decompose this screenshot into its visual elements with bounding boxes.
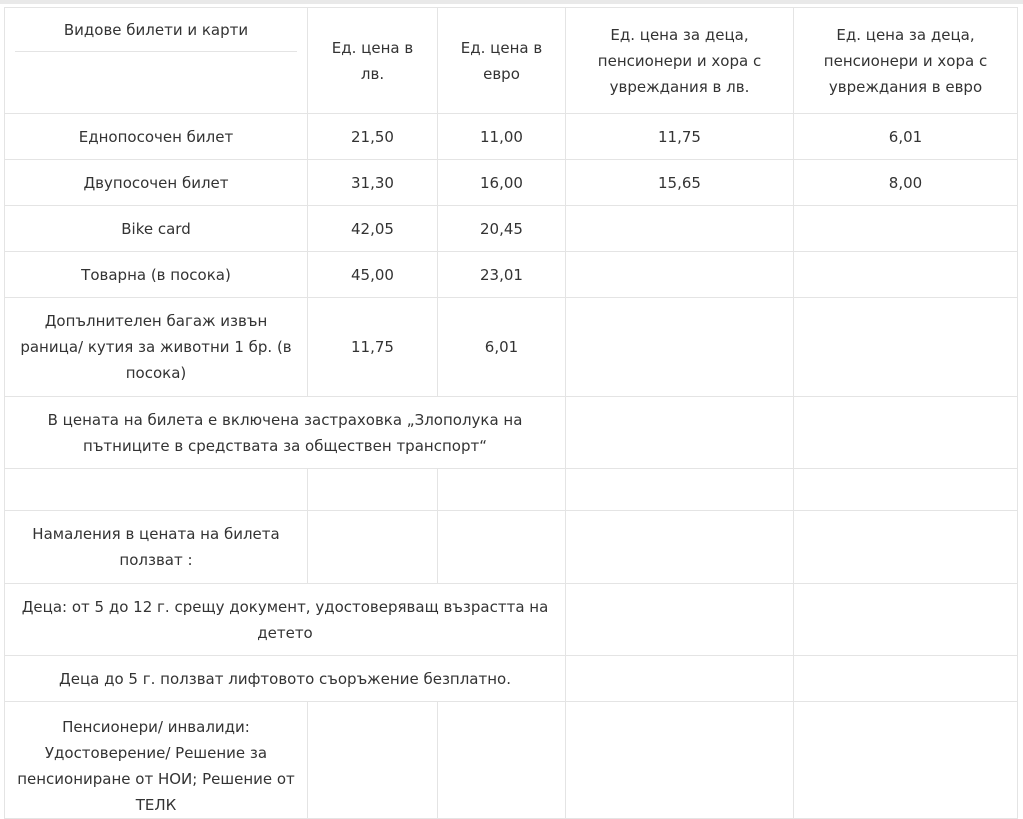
children-5-12-row xyxy=(5,584,1018,656)
empty-cell xyxy=(794,511,1018,584)
table-row xyxy=(5,252,1018,298)
ticket-name: Товарна (в посока) xyxy=(5,252,308,298)
reduced-price-eur xyxy=(794,206,1018,252)
empty-cell xyxy=(566,397,794,469)
empty-cell xyxy=(794,584,1018,656)
empty-cell xyxy=(566,702,794,819)
ticket-name: Двупосочен билет xyxy=(5,160,308,206)
price-eur: 6,01 xyxy=(438,298,566,397)
reduced-price-bgn xyxy=(566,298,794,397)
children-under-5-row xyxy=(5,656,1018,702)
empty-cell xyxy=(308,511,438,584)
table-row xyxy=(5,298,1018,397)
empty-cell xyxy=(438,469,566,511)
empty-cell xyxy=(438,511,566,584)
price-bgn: 45,00 xyxy=(308,252,438,298)
table-row xyxy=(5,206,1018,252)
price-table xyxy=(4,7,1018,819)
empty-cell xyxy=(566,656,794,702)
price-bgn: 21,50 xyxy=(308,114,438,160)
top-border xyxy=(0,0,1023,4)
header-ticket-types-label: Видове билети и карти xyxy=(15,8,297,52)
empty-cell xyxy=(794,656,1018,702)
empty-cell xyxy=(5,469,308,511)
header-price-eur: Ед. цена в евро xyxy=(438,8,566,114)
reduced-price-eur: 8,00 xyxy=(794,160,1018,206)
empty-cell xyxy=(794,469,1018,511)
table-header-row xyxy=(5,8,1018,114)
insurance-note: В цената на билета е включена застраховка „Злополука на пътниците в средствата за обществен транспорт“ xyxy=(5,397,566,469)
header-reduced-price-eur: Ед. цена за деца, пенсионери и хора с увреждания в евро xyxy=(794,8,1018,114)
empty-cell xyxy=(794,702,1018,819)
discounts-title: Намаления в цената на билета ползват : xyxy=(5,511,308,584)
header-empty-subcell xyxy=(15,52,297,113)
reduced-price-bgn: 11,75 xyxy=(566,114,794,160)
reduced-price-eur xyxy=(794,252,1018,298)
empty-cell xyxy=(794,397,1018,469)
price-bgn: 42,05 xyxy=(308,206,438,252)
price-bgn: 11,75 xyxy=(308,298,438,397)
pensioners-note: Пенсионери/ инвалиди: Удостоверение/ Решение за пенсиониране от НОИ; Решение от ТЕЛК xyxy=(5,702,308,819)
table-row xyxy=(5,160,1018,206)
ticket-name: Допълнителен багаж извън раница/ кутия за животни 1 бр. (в посока) xyxy=(5,298,308,397)
discounts-title-row xyxy=(5,511,1018,584)
table-row xyxy=(5,114,1018,160)
empty-cell xyxy=(566,469,794,511)
price-eur: 20,45 xyxy=(438,206,566,252)
reduced-price-eur: 6,01 xyxy=(794,114,1018,160)
ticket-name: Bike card xyxy=(5,206,308,252)
ticket-name: Еднопосочен билет xyxy=(5,114,308,160)
price-eur: 16,00 xyxy=(438,160,566,206)
pensioners-row xyxy=(5,702,1018,819)
header-reduced-price-bgn: Ед. цена за деца, пенсионери и хора с увреждания в лв. xyxy=(566,8,794,114)
price-eur: 23,01 xyxy=(438,252,566,298)
insurance-note-row xyxy=(5,397,1018,469)
header-price-bgn: Ед. цена в лв. xyxy=(308,8,438,114)
reduced-price-bgn xyxy=(566,206,794,252)
reduced-price-bgn xyxy=(566,252,794,298)
empty-row xyxy=(5,469,1018,511)
price-eur: 11,00 xyxy=(438,114,566,160)
empty-cell xyxy=(566,511,794,584)
children-under-5-note: Деца до 5 г. ползват лифтовото съоръжение безплатно. xyxy=(5,656,566,702)
price-bgn: 31,30 xyxy=(308,160,438,206)
reduced-price-bgn: 15,65 xyxy=(566,160,794,206)
children-5-12-note: Деца: от 5 до 12 г. срещу документ, удостоверяващ възрастта на детето xyxy=(5,584,566,656)
empty-cell xyxy=(308,469,438,511)
empty-cell xyxy=(308,702,438,819)
empty-cell xyxy=(566,584,794,656)
header-ticket-types xyxy=(5,8,308,114)
reduced-price-eur xyxy=(794,298,1018,397)
empty-cell xyxy=(438,702,566,819)
